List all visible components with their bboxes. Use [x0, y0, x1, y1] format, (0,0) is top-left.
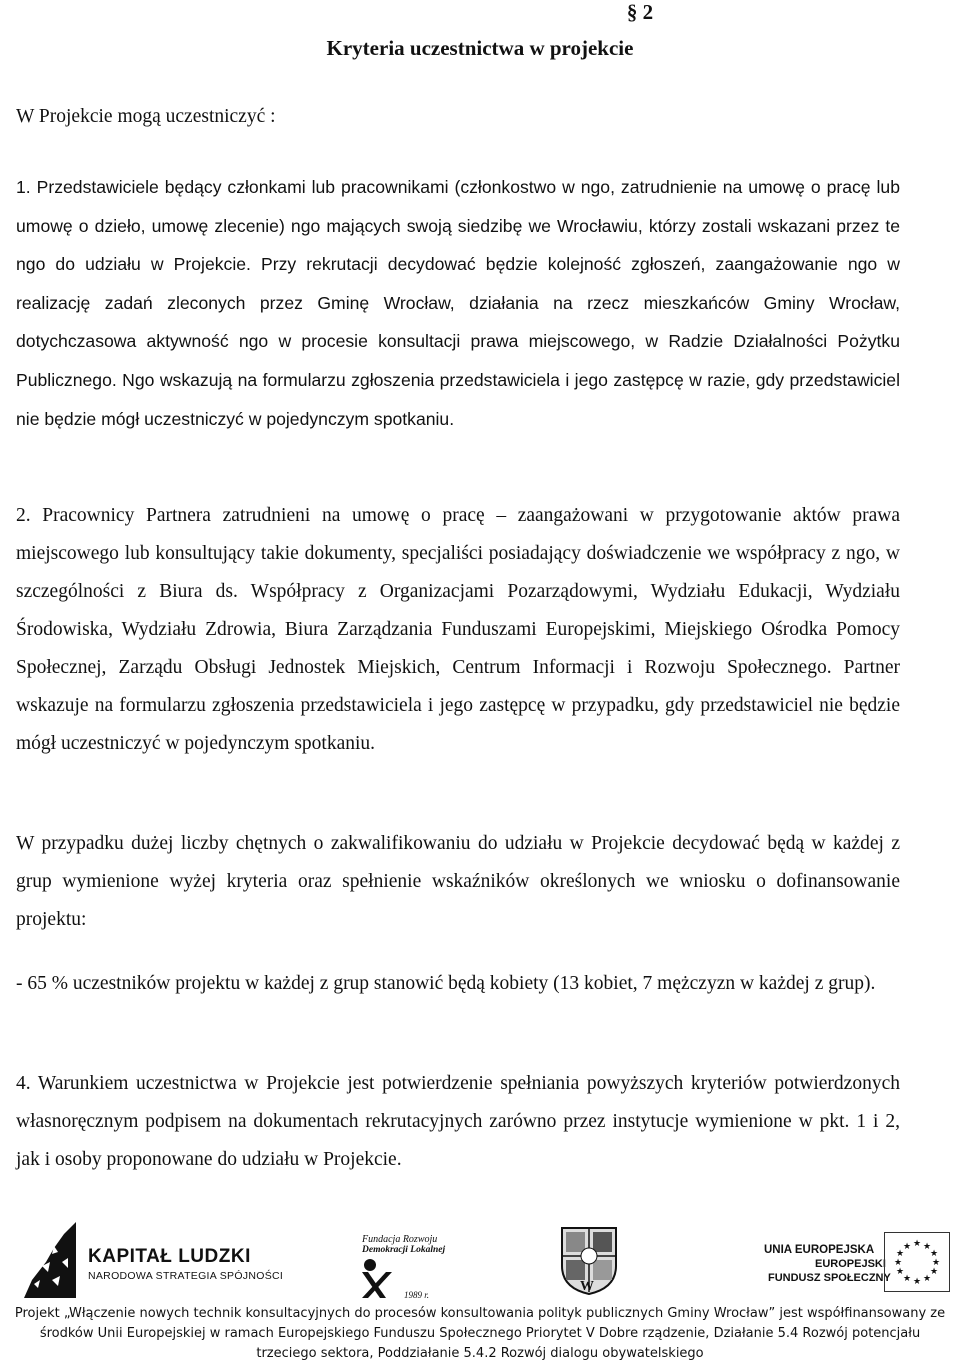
svg-text:★: ★: [895, 1267, 905, 1277]
svg-text:★: ★: [902, 1274, 912, 1284]
criteria-item-4: 4. Warunkiem uczestnictwa w Projekcie jest potwierdzenie spełniania powyższych kryteriów potwierdzonych własnoręcznym podpisem na dokumentach rekrutacyjnych zarówno przez instytucje wymienione w pkt. 1 i 2, jak i osoby proponowane do udziału w Projekcie.: [16, 1073, 900, 1170]
eu-logo-line2: EUROPEJSKI: [815, 1258, 886, 1270]
svg-text:★: ★: [922, 1274, 932, 1284]
wroclaw-coat-of-arms-icon: [560, 1226, 618, 1296]
intro-text: W Projekcie mogą uczestniczyć :: [16, 106, 276, 127]
footer-line-1: Projekt „Włączenie nowych technik konsultacyjnych do procesów konsultowania polityk publicznych Gminy Wrocław” jest współfinansowany ze: [14, 1306, 946, 1321]
kapital-ludzki-emblem-icon: [24, 1222, 84, 1298]
fundacja-logo-name-line1: Fundacja Rozwoju: [362, 1234, 438, 1245]
eu-logo-line3: FUNDUSZ SPOŁECZNY: [768, 1272, 891, 1284]
fundacja-logo-name-line2: Demokracji Lokalnej: [362, 1245, 446, 1255]
footer-line-2: środków Unii Europejskiej w ramach Europejskiego Funduszu Społecznego Priorytet V Dobre rządzenie, Działanie 5.4 Rozwój potencjału: [39, 1326, 921, 1341]
svg-text:★: ★: [929, 1267, 939, 1277]
footer-line-3: trzeciego sektora, Poddziałanie 5.4.2 Rozwój dialogu obywatelskiego: [256, 1346, 704, 1361]
svg-text:★: ★: [912, 1277, 922, 1287]
svg-text:★: ★: [902, 1242, 912, 1252]
svg-text:★: ★: [912, 1239, 922, 1249]
eu-flag-icon: [884, 1232, 950, 1292]
eu-logo-line1: UNIA EUROPEJSKA: [764, 1244, 875, 1256]
svg-text:★: ★: [893, 1258, 903, 1268]
svg-text:★: ★: [922, 1242, 932, 1252]
svg-text:W: W: [580, 1279, 594, 1294]
page-title: Kryteria uczestnictwa w projekcie: [326, 36, 634, 60]
section-marker: § 2: [626, 0, 654, 24]
footer-logos: [0, 1218, 960, 1303]
selection-paragraph: W przypadku dużej liczby chętnych o zakwalifikowaniu do udziału w Projekcie decydować będą w każdej z grup wymienione wyżej kryteria oraz spełnienie wskaźników określonych we wniosku o dofinansowanie projektu:: [16, 833, 900, 930]
criteria-item-1: 1. Przedstawiciele będący członkami lub pracownikami (członkostwo w ngo, zatrudnienie na umowę o pracę lub umowę o dzieło, umowę zlecenie) ngo mających swoją siedzibę we Wrocławiu, którzy zostali wskazani przez te ngo do udziału w Projekcie. Przy rekrutacji decydować będzie kolejność zgłoszeń, zaangażowanie ngo w realizację zadań zleconych przez Gminę Wrocław, działania na rzecz mieszkańców Gminy Wrocław, dotychczasowa aktywność ngo w procesie konsultacji prawa miejscowego, w Radzie Działalności Pożytku Publicznego. Ngo wskazują na formularzu zgłoszenia przedstawiciela i jego zastępcę w razie, gdy przedstawiciel nie będzie mógł uczestniczyć w pojedynczym spotkaniu.: [16, 177, 900, 429]
criteria-item-2: 2. Pracownicy Partnera zatrudnieni na umowę o pracę – zaangażowani w przygotowanie aktów prawa miejscowego lub konsultujący takie dokumenty, specjaliści posiadający doświadczenie we współpracy z ngo, w szczególności z Biura ds. Współpracy z Organizacjami Pozarządowymi, Wydziału Edukacji, Wydziału Środowiska, Wydziału Zdrowia, Biura Zarządzania Funduszami Europejskimi, Miejskiego Ośrodka Pomocy Społecznej, Zarządu Obsługi Jednostek Miejskich, Centrum Informacji i Rozwoju Społecznego. Partner wskazuje na formularzu zgłoszenia przedstawiciela i jego zastępcę w przypadku, gdy przedstawiciel nie będzie mógł uczestniczyć w pojedynczym spotkaniu.: [16, 505, 900, 754]
footer-cofinancing-note: [0, 1304, 960, 1364]
kapital-ludzki-logo-subtitle: NARODOWA STRATEGIA SPÓJNOŚCI: [88, 1270, 284, 1282]
kapital-ludzki-logo-title: KAPITAŁ LUDZKI: [88, 1246, 251, 1267]
svg-text:★: ★: [931, 1258, 941, 1268]
fundacja-logo-year: 1989 r.: [404, 1290, 430, 1300]
fundacja-person-icon: [356, 1258, 402, 1302]
gender-quota-bullet: - 65 % uczestników projektu w każdej z grup stanowić będą kobiety (13 kobiet, 7 mężczyzn w każdej z grup).: [16, 973, 876, 994]
svg-text:★: ★: [929, 1249, 939, 1259]
svg-text:★: ★: [895, 1249, 905, 1259]
